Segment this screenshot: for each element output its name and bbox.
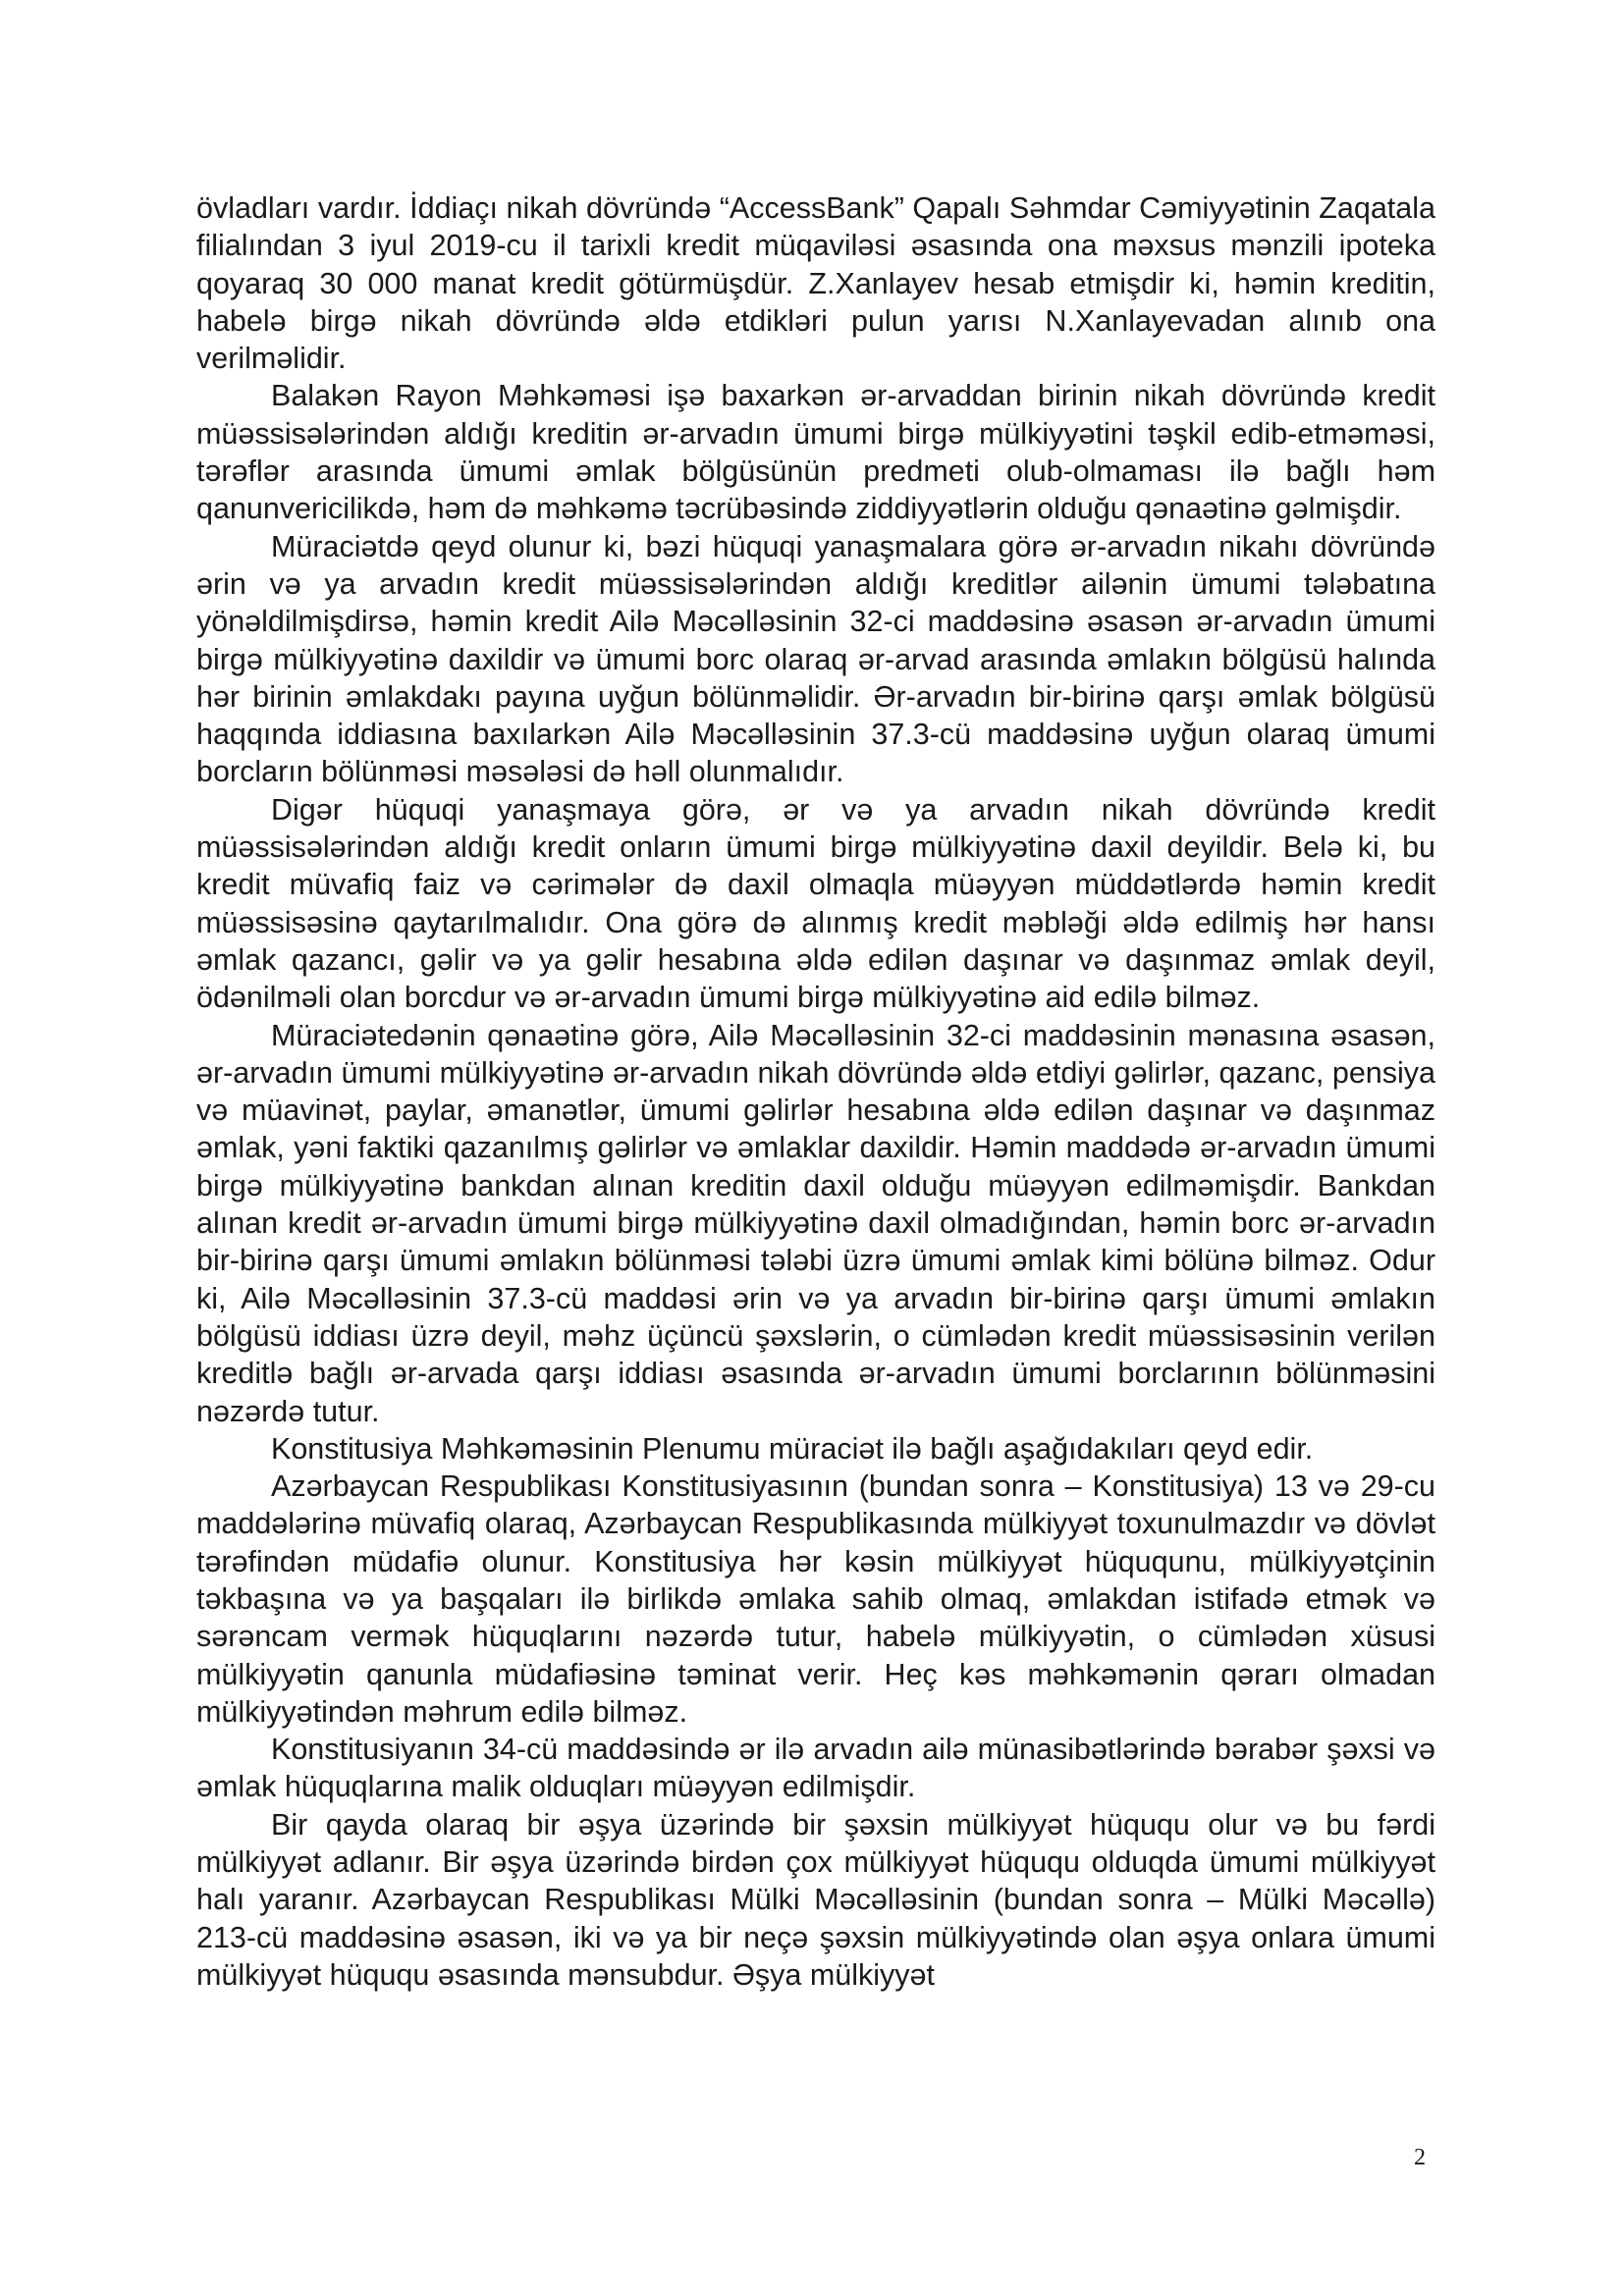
paragraph-continued: övladları vardır. İddiaçı nikah dövründə “AccessBank” Qapalı Səhmdar Cəmiyyətinin Zaqatala filialından 3 iyul 2019-cu il tarixli kredit müqaviləsi əsasında ona məxsus mənzili ipoteka qoyaraq 30 000 manat kredit götürmüşdür. Z.Xanlayev hesab etmişdir ki, həmin kreditin, habelə birgə nikah dövründə əldə etdikləri pulun yarısı N.Xanlayevadan alınıb ona verilməlidir. — [196, 191, 1435, 376]
paragraph: Müraciətedənin qənaətinə görə, Ailə Məcəlləsinin 32-ci maddəsinin mənasına əsasən, ər-arvadın ümumi mülkiyyətinə ər-arvadın nikah dövründə əldə etdiyi gəlirlər, qazanc, pensiya və müavinət, paylar, əmanətlər, ümumi gəlirlər hesabına əldə edilən daşınar və daşınmaz əmlak, yəni faktiki qazanılmış gəlirlər və əmlaklar daxildir. Həmin maddədə ər-arvadın ümumi birgə mülkiyyətinə bankdan alınan kreditin daxil olduğu müəyyən edilməmişdir. Bankdan alınan kredit ər-arvadın ümumi birgə mülkiyyətinə daxil olmadığından, həmin borc ər-arvadın bir-birinə qarşı ümumi əmlakın bölünməsi tələbi üzrə ümumi əmlak kimi bölünə bilməz. Odur ki, Ailə Məcəlləsinin 37.3-cü maddəsi ərin və ya arvadın bir-birinə qarşı ümumi əmlakın bölgüsü iddiası üzrə deyil, məhz üçüncü şəxslərin, o cümlədən kredit müəssisəsinin verilən kreditlə bağlı ər-arvada qarşı iddiası əsasında ər-arvadın ümumi borclarının bölünməsini nəzərdə tutur. — [196, 1018, 1435, 1428]
page-number: 2 — [1414, 2145, 1426, 2170]
paragraph: Balakən Rayon Məhkəməsi işə baxarkən ər-arvaddan birinin nikah dövründə kredit müəssisələrindən aldığı kreditin ər-arvadın ümumi birgə mülkiyyətini təşkil edib-etməməsi, tərəflər arasında ümumi əmlak bölgüsünün predmeti olub-olmaması ilə bağlı həm qanunvericilikdə, həm də məhkəmə təcrübəsində ziddiyyətlərin olduğu qənaətinə gəlmişdir. — [196, 379, 1435, 526]
paragraph: Digər hüquqi yanaşmaya görə, ər və ya arvadın nikah dövründə kredit müəssisələrindən aldığı kredit onların ümumi birgə mülkiyyətinə daxil deyildir. Belə ki, bu kredit müvafiq faiz və cərimələr də daxil olmaqla müəyyən müddətlərdə həmin kredit müəssisəsinə qaytarılmalıdır. Ona görə də alınmış kredit məbləği əldə edilmiş hər hansı əmlak qazancı, gəlir və ya gəlir hesabına əldə edilən daşınar və daşınmaz əmlak deyil, ödənilməli olan borcdur və ər-arvadın ümumi birgə mülkiyyətinə aid edilə bilməz. — [196, 792, 1435, 1015]
paragraph: Bir qayda olaraq bir əşya üzərində bir şəxsin mülkiyyət hüququ olur və bu fərdi mülkiyyət adlanır. Bir əşya üzərində birdən çox mülkiyyət hüququ olduqda ümumi mülkiyyət halı yaranır. Azərbaycan Respublikası Mülki Məcəlləsinin (bundan sonra – Mülki Məcəllə) 213-cü maddəsinə əsasən, iki və ya bir neçə şəxsin mülkiyyətində olan əşya onlara ümumi mülkiyyət hüququ əsasında mənsubdur. Əşya mülkiyyət — [196, 1807, 1435, 1992]
paragraph: Müraciətdə qeyd olunur ki, bəzi hüquqi yanaşmalara görə ər-arvadın nikahı dövründə ərin və ya arvadın kredit müəssisələrindən aldığı kreditlər ailənin ümumi tələbatına yönəldilmişdirsə, həmin kredit Ailə Məcəlləsinin 32-ci maddəsinə əsasən ər-arvadın ümumi birgə mülkiyyətinə daxildir və ümumi borc olaraq ər-arvad arasında əmlakın bölgüsü halında hər birinin əmlakdakı payına uyğun bölünməlidir. Ər-arvadın bir-birinə qarşı əmlak bölgüsü haqqında iddiasına baxılarkən Ailə Məcəlləsinin 37.3-cü maddəsinə uyğun olaraq ümumi borcların bölünməsi məsələsi də həll olunmalıdır. — [196, 529, 1435, 789]
paragraph: Konstitusiyanın 34-cü maddəsində ər ilə arvadın ailə münasibətlərində bərabər şəxsi və əmlak hüquqlarına malik olduqları müəyyən edilmişdir. — [196, 1733, 1435, 1804]
paragraph: Konstitusiya Məhkəməsinin Plenumu müraciət ilə bağlı aşağıdakıları qeyd edir. — [271, 1431, 1314, 1466]
paragraph: Azərbaycan Respublikası Konstitusiyasının (bundan sonra – Konstitusiya) 13 və 29-cu maddələrinə müvafiq olaraq, Azərbaycan Respublikasında mülkiyyət toxunulmazdır və dövlət tərəfindən müdafiə olunur. Konstitusiya hər kəsin mülkiyyət hüququnu, mülkiyyətçinin təkbaşına və ya başqaları ilə birlikdə əmlaka sahib olmaq, əmlakdan istifadə etmək və sərəncam vermək hüquqlarını nəzərdə tutur, habelə mülkiyyətin, o cümlədən xüsusi mülkiyyətin qanunla müdafiəsinə təminat verir. Heç kəs məhkəmənin qərarı olmadan mülkiyyətindən məhrum edilə bilməz. — [196, 1469, 1435, 1729]
document-body — [196, 189, 1435, 1994]
